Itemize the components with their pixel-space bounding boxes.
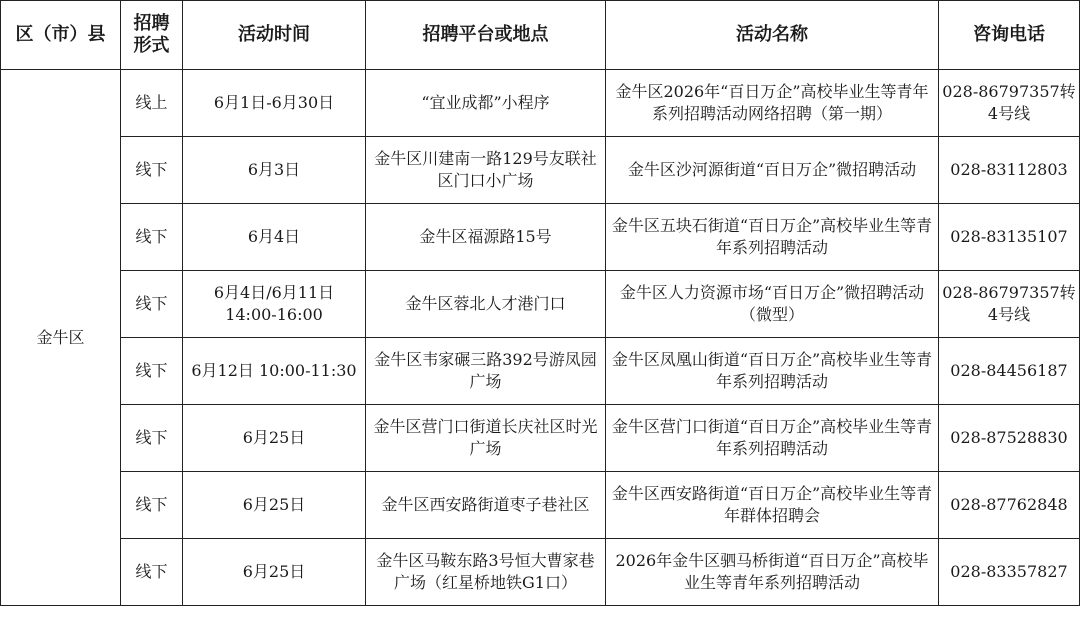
header-district: 区（市）县 (1, 1, 121, 70)
form-cell: 线下 (121, 338, 183, 405)
activity-name-cell: 金牛区营门口街道“百日万企”高校毕业生等青年系列招聘活动 (606, 405, 939, 472)
place-cell: 金牛区营门口街道长庆社区时光广场 (366, 405, 606, 472)
table-row (1, 472, 1080, 539)
place-cell: 金牛区蓉北人才港门口 (366, 271, 606, 338)
header-form: 招聘形式 (121, 1, 183, 70)
header-row (1, 1, 1080, 70)
place-cell: “宜业成都”小程序 (366, 70, 606, 137)
form-cell: 线下 (121, 539, 183, 606)
activity-name-cell: 金牛区人力资源市场“百日万企”微招聘活动（微型） (606, 271, 939, 338)
phone-cell: 028-86797357转4号线 (939, 271, 1080, 338)
time-cell: 6月4日/6月11日 14:00-16:00 (183, 271, 366, 338)
form-cell: 线下 (121, 472, 183, 539)
time-cell: 6月4日 (183, 204, 366, 271)
time-cell: 6月25日 (183, 539, 366, 606)
phone-cell: 028-87762848 (939, 472, 1080, 539)
table-row (1, 539, 1080, 606)
table-row (1, 271, 1080, 338)
activity-name-cell: 金牛区西安路街道“百日万企”高校毕业生等青年群体招聘会 (606, 472, 939, 539)
table-row (1, 204, 1080, 271)
activity-name-cell: 金牛区五块石街道“百日万企”高校毕业生等青年系列招聘活动 (606, 204, 939, 271)
phone-cell: 028-86797357转4号线 (939, 70, 1080, 137)
place-cell: 金牛区西安路街道枣子巷社区 (366, 472, 606, 539)
phone-cell: 028-83112803 (939, 137, 1080, 204)
form-cell: 线下 (121, 271, 183, 338)
time-cell: 6月1日-6月30日 (183, 70, 366, 137)
place-cell: 金牛区马鞍东路3号恒大曹家巷广场（红星桥地铁G1口） (366, 539, 606, 606)
time-cell: 6月25日 (183, 472, 366, 539)
activity-name-cell: 2026年金牛区驷马桥街道“百日万企”高校毕业生等青年系列招聘活动 (606, 539, 939, 606)
place-cell: 金牛区川建南一路129号友联社区门口小广场 (366, 137, 606, 204)
form-cell: 线下 (121, 137, 183, 204)
district-cell: 金牛区 (1, 70, 121, 606)
form-cell: 线上 (121, 70, 183, 137)
phone-cell: 028-84456187 (939, 338, 1080, 405)
header-name: 活动名称 (606, 1, 939, 70)
time-cell: 6月25日 (183, 405, 366, 472)
form-cell: 线下 (121, 204, 183, 271)
place-cell: 金牛区福源路15号 (366, 204, 606, 271)
time-cell: 6月3日 (183, 137, 366, 204)
activity-name-cell: 金牛区凤凰山街道“百日万企”高校毕业生等青年系列招聘活动 (606, 338, 939, 405)
place-cell: 金牛区韦家碾三路392号游凤园广场 (366, 338, 606, 405)
header-phone: 咨询电话 (939, 1, 1080, 70)
activity-name-cell: 金牛区沙河源街道“百日万企”微招聘活动 (606, 137, 939, 204)
phone-cell: 028-83135107 (939, 204, 1080, 271)
table-row (1, 338, 1080, 405)
form-cell: 线下 (121, 405, 183, 472)
table-row (1, 405, 1080, 472)
phone-cell: 028-87528830 (939, 405, 1080, 472)
time-cell: 6月12日 10:00-11:30 (183, 338, 366, 405)
header-time: 活动时间 (183, 1, 366, 70)
table-row (1, 70, 1080, 137)
table-row (1, 137, 1080, 204)
header-place: 招聘平台或地点 (366, 1, 606, 70)
activity-name-cell: 金牛区2026年“百日万企”高校毕业生等青年系列招聘活动网络招聘（第一期） (606, 70, 939, 137)
phone-cell: 028-83357827 (939, 539, 1080, 606)
